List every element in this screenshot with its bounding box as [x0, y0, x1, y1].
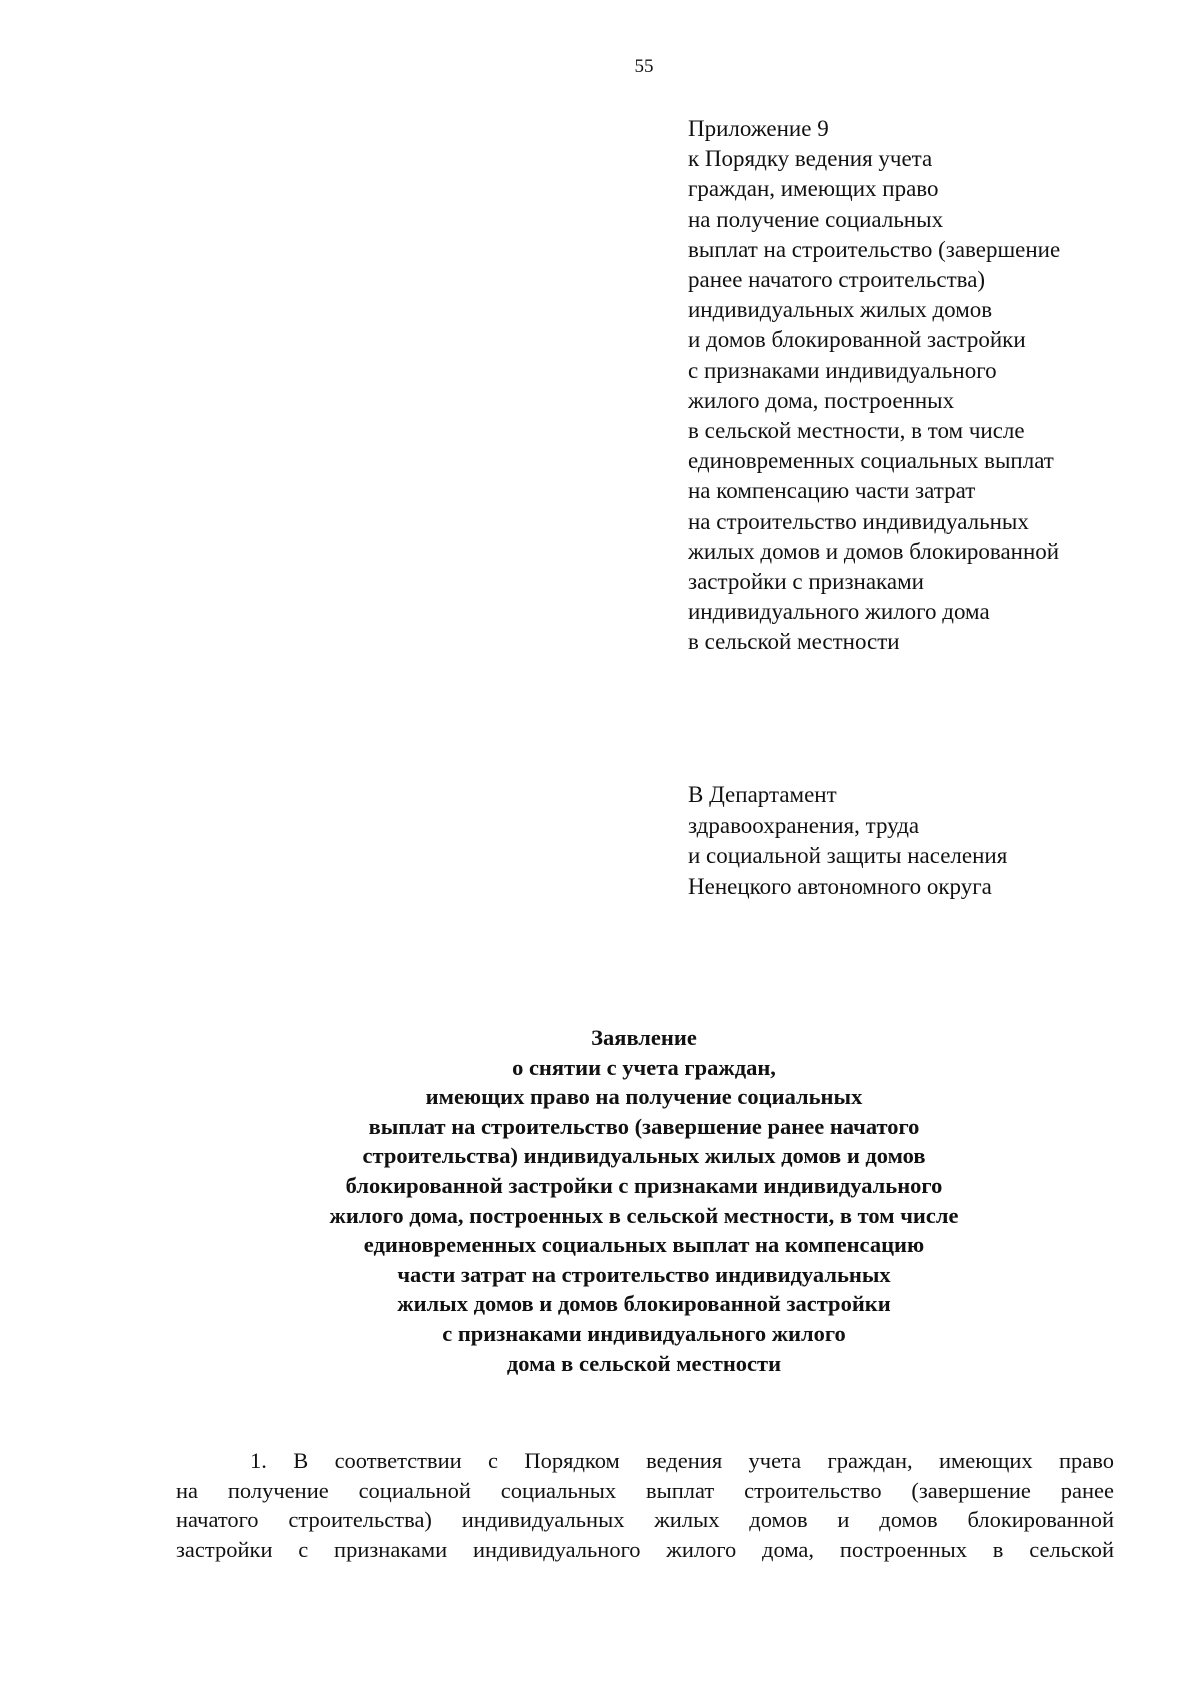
- addressee-line: В Департамент: [688, 782, 837, 807]
- appendix-line: выплат на строительство (завершение: [688, 236, 1061, 262]
- document-title: [200, 1023, 1088, 1378]
- page-number: 55: [634, 56, 654, 77]
- body-paragraph: [176, 1446, 1114, 1564]
- appendix-line: с признаками индивидуального: [688, 357, 997, 383]
- title-line: с признаками индивидуального жилого: [442, 1320, 846, 1346]
- addressee-line: и социальной защиты населения: [688, 843, 1008, 868]
- appendix-line: на получение социальных: [688, 206, 944, 232]
- appendix-line: на строительство индивидуальных: [688, 508, 1029, 534]
- appendix-line: граждан, имеющих право: [688, 176, 939, 202]
- appendix-line: единовременных социальных выплат: [688, 448, 1054, 474]
- addressee-line: Ненецкого автономного округа: [688, 873, 992, 899]
- title-line: части затрат на строительство индивидуальных: [397, 1261, 891, 1287]
- appendix-line: в сельской местности: [688, 629, 900, 655]
- appendix-line: жилого дома, построенных: [688, 387, 955, 413]
- appendix-header: [688, 114, 1168, 658]
- appendix-line: индивидуальных жилых домов: [688, 297, 993, 323]
- title-line: строительства) индивидуальных жилых домов и домов: [362, 1143, 926, 1169]
- body-line: застройки с признаками индивидуального жилого дома, построенных в сельской: [176, 1536, 1114, 1562]
- title-line: Заявление: [591, 1025, 697, 1050]
- appendix-line: в сельской местности, в том числе: [688, 418, 1025, 444]
- appendix-line: ранее начатого строительства): [688, 267, 986, 293]
- appendix-line: на компенсацию части затрат: [688, 478, 976, 504]
- addressee-block: [688, 780, 1168, 902]
- appendix-line: индивидуального жилого дома: [688, 599, 990, 625]
- title-line: единовременных социальных выплат на компенсацию: [363, 1232, 925, 1258]
- appendix-line: Приложение 9: [688, 116, 829, 141]
- addressee-line: здравоохранения, труда: [688, 812, 920, 838]
- appendix-line: жилых домов и домов блокированной: [688, 538, 1060, 564]
- appendix-line: к Порядку ведения учета: [688, 146, 933, 172]
- appendix-line: и домов блокированной застройки: [688, 327, 1026, 353]
- body-line: 1. В соответствии с Порядком ведения учета граждан, имеющих право: [250, 1448, 1114, 1473]
- title-line: выплат на строительство (завершение ранее начатого: [368, 1113, 920, 1139]
- appendix-line: застройки с признаками: [688, 569, 924, 595]
- title-line: блокированной застройки с признаками индивидуального: [345, 1172, 943, 1198]
- title-line: дома в сельской местности: [506, 1350, 782, 1376]
- title-line: жилых домов и домов блокированной застройки: [397, 1291, 891, 1317]
- title-line: имеющих право на получение социальных: [425, 1084, 863, 1110]
- title-line: о снятии с учета граждан,: [512, 1054, 776, 1080]
- body-line: начатого строительства) индивидуальных жилых домов и домов блокированной: [176, 1507, 1114, 1532]
- body-line: на получение социальной социальных выплат строительство (завершение ранее: [176, 1477, 1114, 1503]
- title-line: жилого дома, построенных в сельской местности, в том числе: [329, 1202, 959, 1228]
